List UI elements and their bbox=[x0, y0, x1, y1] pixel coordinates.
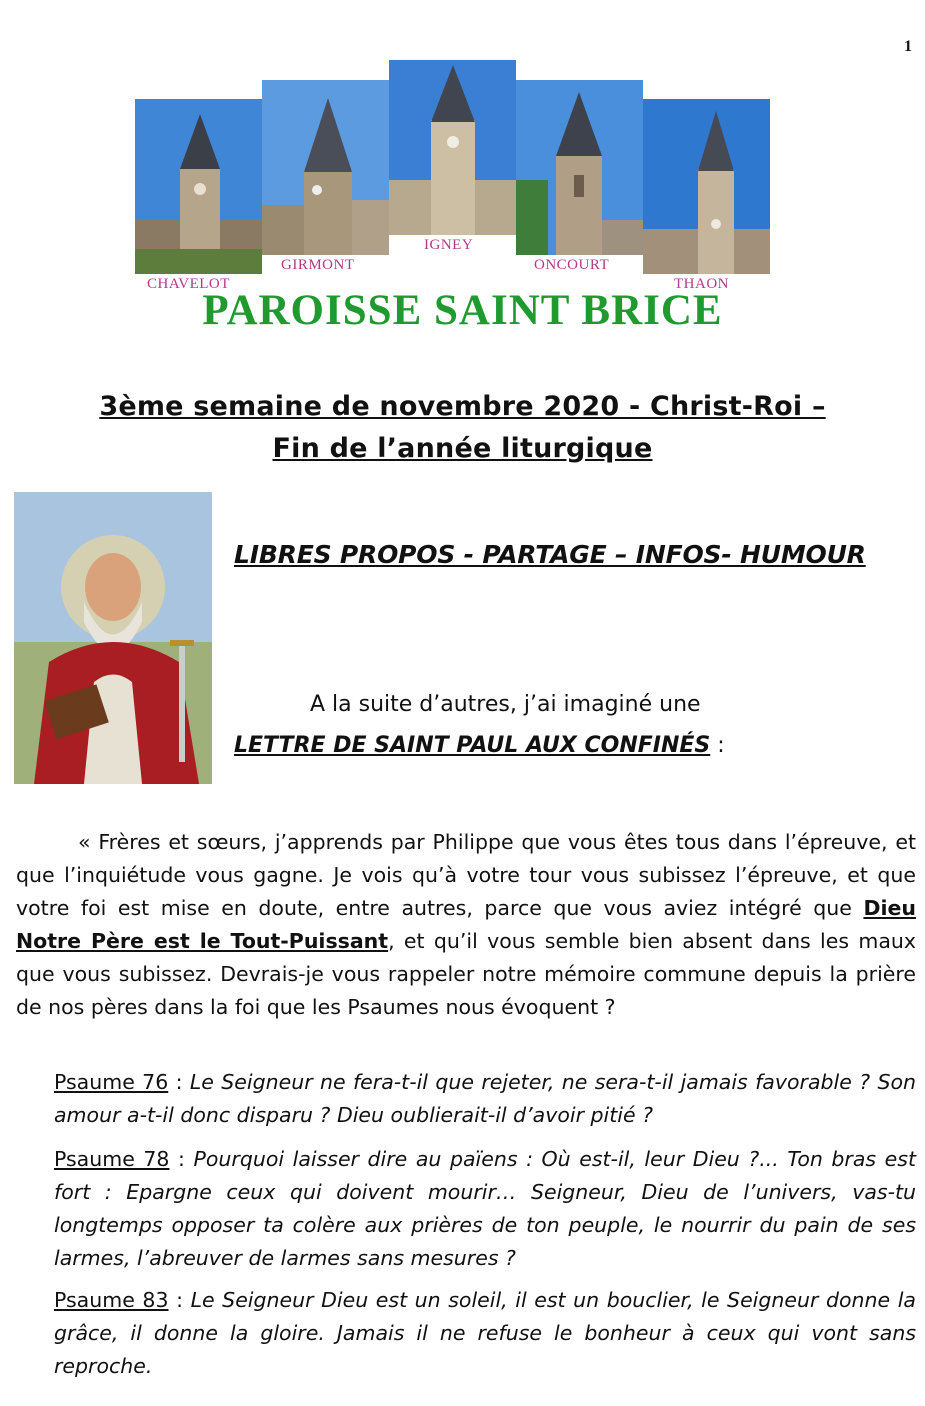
letter-text-before: « Frères et sœurs, j’apprends par Philippe que vous êtes tous dans l’épreuve, et que l’inquiétude vous gagne. Je vois qu’à votre tour vous subissez l’épreuve, et que votre foi est mise en doute, entre autres, parce que vous aviez intégré que bbox=[16, 830, 916, 920]
letter-title-row bbox=[234, 733, 725, 758]
page-number: 1 bbox=[904, 38, 912, 55]
psalm-ref: Psaume 83 bbox=[54, 1288, 169, 1312]
church-photo-thaon bbox=[643, 99, 770, 274]
saint-paul-image bbox=[14, 492, 212, 784]
church-photo-chavelot bbox=[135, 99, 262, 274]
church-label-chavelot: CHAVELOT bbox=[147, 276, 230, 292]
saint-paul-icon bbox=[14, 492, 212, 784]
psalm-ref: Psaume 78 bbox=[54, 1147, 170, 1171]
psalm-text: Pourquoi laisser dire au païens : Où est-il, leur Dieu ?... Ton bras est fort : Epargne ceux qui doivent mourir… Seigneur, Dieu de l’univers, vas-tu longtemps opposer ta colère aux prières de ton peuple, le nourrir du pain de ses larmes, l’abreuver de larmes sans mesures ? bbox=[54, 1147, 916, 1270]
week-title-line-2: Fin de l’année liturgique bbox=[272, 433, 653, 464]
church-label-girmont: GIRMONT bbox=[281, 257, 355, 273]
church-photo-girmont bbox=[262, 80, 389, 255]
letter-title-colon: : bbox=[710, 733, 725, 758]
church-label-igney: IGNEY bbox=[424, 237, 474, 253]
psalm-text: Le Seigneur ne fera-t-il que rejeter, ne sera-t-il jamais favorable ? Son amour a-t-il donc disparu ? Dieu oublierait-il d’avoir pitié ? bbox=[54, 1070, 916, 1127]
church-label-thaon: THAON bbox=[674, 276, 729, 292]
psalm-separator: : bbox=[168, 1288, 191, 1312]
intro-line: A la suite d’autres, j’ai imaginé une bbox=[310, 692, 701, 717]
letter-text-after: , et qu’il vous semble bien absent dans les maux que vous subissez. Devrais-je vous rappeler notre mémoire commune depuis la prière de nos pères dans la foi que les Psaumes nous évoquent ? bbox=[16, 929, 917, 1019]
psalm-separator: : bbox=[168, 1070, 190, 1094]
rubric-heading: LIBRES PROPOS - PARTAGE – INFOS- HUMOUR bbox=[234, 540, 866, 569]
psalm-ref: Psaume 76 bbox=[54, 1070, 169, 1094]
psalm-separator: : bbox=[169, 1147, 194, 1171]
church-photo-oncourt bbox=[516, 80, 643, 255]
letter-title: LETTRE DE SAINT PAUL AUX CONFINÉS bbox=[234, 733, 711, 758]
psalm-76 bbox=[54, 1066, 916, 1132]
psalm-83 bbox=[54, 1284, 916, 1383]
church-photo-igney bbox=[389, 60, 516, 235]
week-title-line-1: 3ème semaine de novembre 2020 - Christ-Roi – bbox=[99, 391, 826, 422]
parish-title: PAROISSE SAINT BRICE bbox=[202, 287, 723, 334]
psalm-text: Le Seigneur Dieu est un soleil, il est un bouclier, le Seigneur donne la grâce, il donne la gloire. Jamais il ne refuse le bonheur à ceux qui vont sans reproche. bbox=[54, 1288, 916, 1378]
church-label-oncourt: ONCOURT bbox=[534, 257, 610, 273]
letter-emphasis: Dieu Notre Père est le Tout-Puissant bbox=[16, 896, 916, 953]
psalm-78 bbox=[54, 1143, 916, 1275]
letter-paragraph bbox=[16, 826, 916, 1024]
